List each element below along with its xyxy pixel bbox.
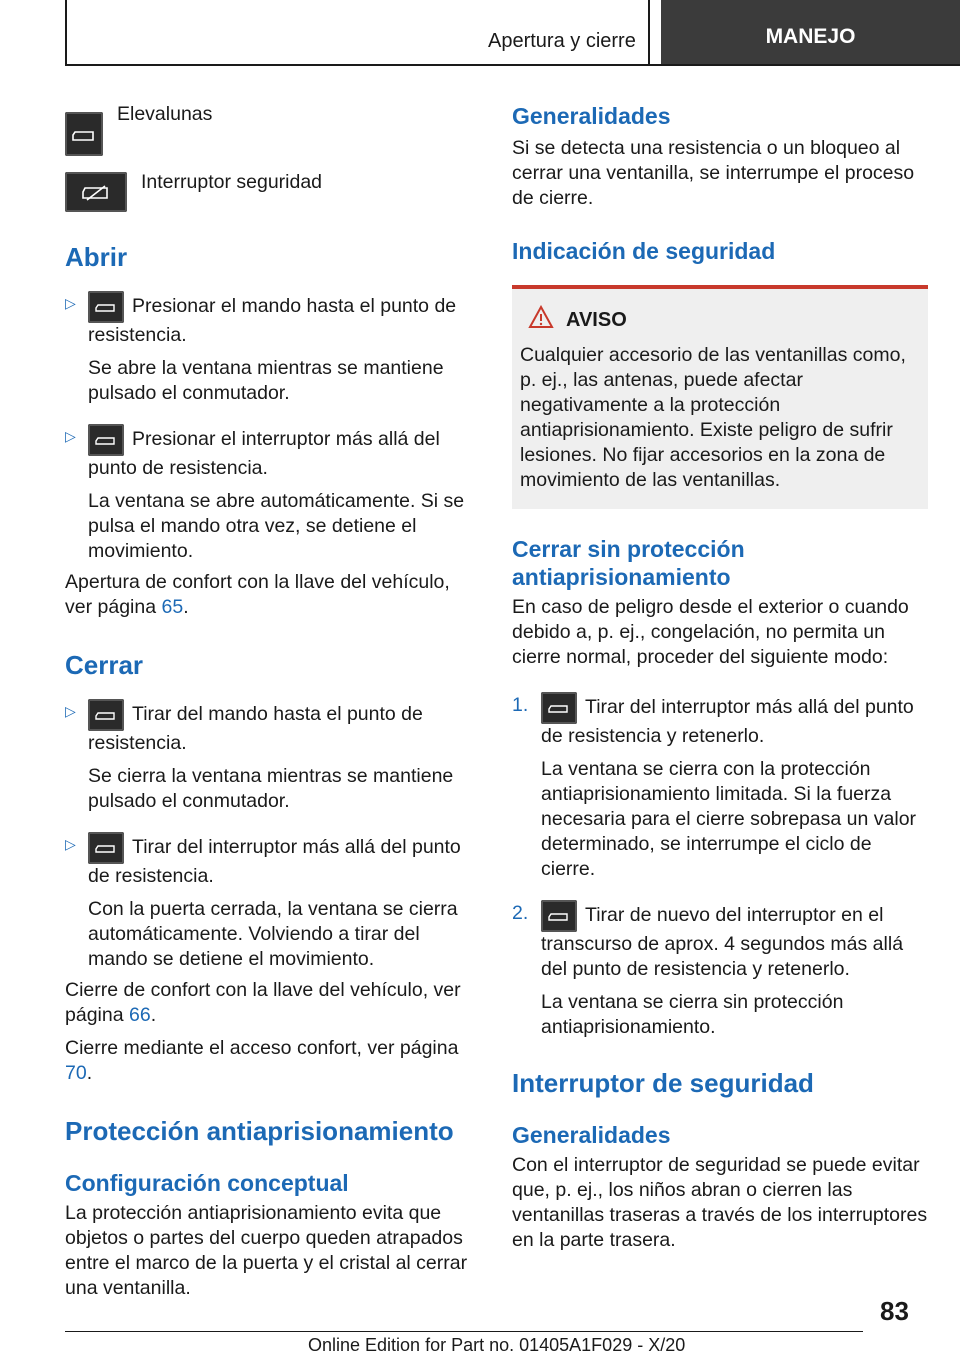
abrir-comfort-note: Apertura de confort con la llave del vehículo, ver página 65. bbox=[65, 571, 450, 618]
cerrar-bullet-2-text: Tirar del interruptor más allá del punto de resistencia. bbox=[88, 836, 461, 887]
window-lift-icon bbox=[88, 291, 124, 323]
page-link-70[interactable]: 70 bbox=[65, 1062, 87, 1084]
section-title-cerrar: Cerrar bbox=[65, 650, 144, 680]
section-title-proteccion: Protección antiaprisionamiento bbox=[65, 1116, 454, 1146]
step-number: 2. bbox=[512, 902, 529, 924]
header-rule-mid bbox=[648, 0, 650, 66]
warning-triangle-icon bbox=[528, 305, 554, 335]
warning-text: Cualquier accesorio de las ventanillas como, p. ej., las antenas, puede afectar negativamente a la protección antiaprisionamiento. Existe peligro de sufrir lesiones. No fijar accesorios en la zona de movimiento de las ventanillas. bbox=[520, 344, 906, 491]
cerrar-bullet-1-text: Tirar del mando hasta el punto de resistencia. bbox=[88, 703, 423, 754]
step-1-text: Tirar del interruptor más allá del punto de resistencia y retenerlo. bbox=[541, 696, 914, 747]
abrir-bullet-2 bbox=[65, 424, 477, 564]
cerrar-bullet-1 bbox=[65, 699, 477, 814]
page-number: 83 bbox=[880, 1296, 909, 1326]
window-lift-icon bbox=[65, 112, 103, 156]
subsection-title-indicacion: Indicación de seguridad bbox=[512, 238, 776, 264]
step-2-text: Tirar de nuevo del interruptor en el transcurso de aprox. 4 segundos más allá del punto de resistencia y retenerlo. bbox=[541, 904, 904, 980]
proteccion-text: La protección antiaprisionamiento evita que objetos o partes del cuerpo queden atrapados entre el marco de la puerta y el cristal al cerrar una ventanilla. bbox=[65, 1202, 468, 1299]
sin-proteccion-step-2 bbox=[512, 900, 928, 1040]
cerrar-access-text: Cierre mediante el acceso confort, ver página bbox=[65, 1037, 459, 1059]
interruptor-text: Con el interruptor de seguridad se puede evitar que, p. ej., los niños abran o cierren las ventanillas traseras a través de los interruptores en la parte trasera. bbox=[512, 1154, 928, 1251]
window-lift-icon bbox=[541, 692, 577, 724]
section-title-interruptor: Interruptor de seguridad bbox=[512, 1068, 814, 1098]
subsection-title-generalidades: Generalidades bbox=[512, 103, 671, 129]
cerrar-access-note: Cierre mediante el acceso confort, ver página 70. bbox=[65, 1037, 459, 1084]
header-rule bbox=[65, 64, 960, 66]
sin-proteccion-text: En caso de peligro desde el exterior o cuando debido a, p. ej., congelación, no permita un cierre normal, proceder del siguiente modo: bbox=[512, 596, 909, 668]
page-link-66[interactable]: 66 bbox=[128, 1004, 151, 1026]
warning-title-text: AVISO bbox=[566, 308, 627, 331]
bullet-marker: ▷ bbox=[65, 836, 76, 852]
window-lift-icon bbox=[88, 832, 124, 864]
header-rule-left bbox=[65, 0, 67, 66]
legend-safety-switch bbox=[65, 170, 477, 212]
left-column bbox=[65, 96, 477, 1301]
page-link-65[interactable]: 65 bbox=[161, 596, 184, 618]
bullet-marker: ▷ bbox=[65, 703, 76, 719]
cerrar-bullet-1-sub: Se cierra la ventana mientras se mantiene pulsado el conmutador. bbox=[88, 765, 454, 812]
cerrar-comfort-text: Cierre de confort con la llave del vehículo, ver página bbox=[65, 979, 461, 1026]
cerrar-comfort-note: Cierre de confort con la llave del vehículo, ver página 66. bbox=[65, 979, 461, 1026]
right-column bbox=[512, 96, 928, 1253]
legend-window-lift-label: Elevalunas bbox=[117, 103, 213, 125]
warning-box bbox=[512, 285, 928, 509]
bullet-marker: ▷ bbox=[65, 295, 76, 311]
window-lift-icon bbox=[88, 699, 124, 731]
abrir-bullet-2-sub: La ventana se abre automáticamente. Si se pulsa el mando otra vez, se detiene el movimiento. bbox=[88, 490, 465, 562]
abrir-bullet-1-sub: Se abre la ventana mientras se mantiene pulsado el conmutador. bbox=[88, 357, 444, 404]
subsection-title-generalidades-2: Generalidades bbox=[512, 1122, 671, 1148]
subsection-title-configuracion: Configuración conceptual bbox=[65, 1170, 349, 1196]
abrir-bullet-1 bbox=[65, 291, 477, 406]
section-title-abrir: Abrir bbox=[65, 242, 128, 272]
abrir-bullet-1-text: Presionar el mando hasta el punto de resistencia. bbox=[88, 295, 457, 346]
cerrar-bullet-2-sub: Con la puerta cerrada, la ventana se cierra automáticamente. Volviendo a tirar del mando se detiene el movimiento. bbox=[88, 898, 458, 970]
header-section-title: Apertura y cierre bbox=[488, 30, 636, 52]
header-chapter-tab: MANEJO bbox=[661, 0, 960, 64]
warning-title bbox=[520, 305, 920, 335]
subsection-title-sin-proteccion: Cerrar sin protección antiaprisionamiento bbox=[512, 536, 745, 590]
step-1-sub: La ventana se cierra con la protección antiaprisionamiento limitada. Si la fuerza necesaria para el cierre sobrepasa un valor determinado, se interrumpe el ciclo de cierre. bbox=[541, 758, 917, 880]
safety-switch-icon bbox=[65, 172, 127, 212]
abrir-bullet-2-text: Presionar el interruptor más allá del punto de resistencia. bbox=[88, 428, 440, 479]
warning-box-body bbox=[512, 289, 928, 509]
generalidades-text: Si se detecta una resistencia o un bloqueo al cerrar una ventanilla, se interrumpe el proceso de cierre. bbox=[512, 137, 915, 209]
step-2-sub: La ventana se cierra sin protección antiaprisionamiento. bbox=[541, 991, 844, 1038]
legend-safety-switch-label: Interruptor seguridad bbox=[141, 171, 323, 193]
footer-rule bbox=[65, 1331, 863, 1332]
abrir-comfort-text: Apertura de confort con la llave del vehículo, ver página bbox=[65, 571, 450, 618]
sin-proteccion-step-1 bbox=[512, 692, 928, 882]
bullet-marker: ▷ bbox=[65, 428, 76, 444]
window-lift-icon bbox=[541, 900, 577, 932]
window-lift-icon bbox=[88, 424, 124, 456]
footer-edition: Online Edition for Part no. 01405A1F029 - X/20 bbox=[308, 1335, 686, 1355]
step-number: 1. bbox=[512, 694, 529, 716]
legend-window-lift bbox=[65, 102, 477, 156]
cerrar-bullet-2 bbox=[65, 832, 477, 972]
